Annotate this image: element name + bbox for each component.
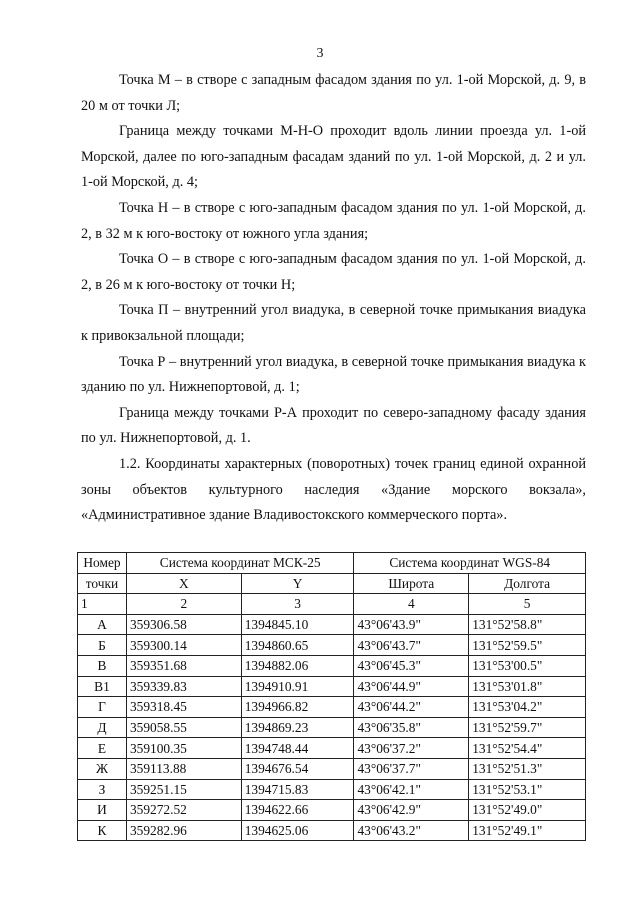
y-cell: 1394882.06 bbox=[241, 655, 354, 676]
table-row bbox=[78, 655, 586, 676]
page-number: 3 bbox=[316, 46, 324, 61]
latitude-cell: 43°06'37.7" bbox=[354, 758, 469, 779]
paragraph-point-o: Точка О – в створе с юго-западным фасадом здания по ул. 1-ой Морской, д. 2, в 26 м к юго-востоку от точки Н; bbox=[81, 251, 586, 293]
latitude-cell: 43°06'35.8" bbox=[354, 717, 469, 738]
latitude-cell: 43°06'43.2" bbox=[354, 820, 469, 841]
header-y: Y bbox=[241, 573, 354, 594]
point-cell: А bbox=[78, 614, 127, 635]
longitude-cell: 131°52'49.1" bbox=[469, 820, 586, 841]
table-row bbox=[78, 738, 586, 759]
header-latitude: Широта bbox=[354, 573, 469, 594]
table-row bbox=[78, 779, 586, 800]
x-cell: 359282.96 bbox=[126, 820, 241, 841]
point-cell: З bbox=[78, 779, 127, 800]
x-cell: 359113.88 bbox=[126, 758, 241, 779]
longitude-cell: 131°53'00.5" bbox=[469, 655, 586, 676]
header-point: точки bbox=[78, 573, 127, 594]
latitude-cell: 43°06'44.2" bbox=[354, 697, 469, 718]
latitude-cell: 43°06'43.9" bbox=[354, 614, 469, 635]
y-cell: 1394910.91 bbox=[241, 676, 354, 697]
table-row bbox=[78, 820, 586, 841]
y-cell: 1394860.65 bbox=[241, 635, 354, 656]
longitude-cell: 131°52'54.4" bbox=[469, 738, 586, 759]
x-cell: 359351.68 bbox=[126, 655, 241, 676]
index-cell: 4 bbox=[354, 594, 469, 615]
point-cell: В1 bbox=[78, 676, 127, 697]
table-index-row bbox=[78, 594, 586, 615]
x-cell: 359318.45 bbox=[126, 697, 241, 718]
y-cell: 1394676.54 bbox=[241, 758, 354, 779]
table-row bbox=[78, 676, 586, 697]
y-cell: 1394715.83 bbox=[241, 779, 354, 800]
longitude-cell: 131°52'59.7" bbox=[469, 717, 586, 738]
y-cell: 1394845.10 bbox=[241, 614, 354, 635]
index-cell: 3 bbox=[241, 594, 354, 615]
y-cell: 1394869.23 bbox=[241, 717, 354, 738]
x-cell: 359306.58 bbox=[126, 614, 241, 635]
header-msk25: Система координат МСК-25 bbox=[126, 553, 354, 574]
point-cell: Б bbox=[78, 635, 127, 656]
table-row bbox=[78, 635, 586, 656]
document-body bbox=[81, 68, 586, 529]
table-subheader-row bbox=[78, 573, 586, 594]
latitude-cell: 43°06'42.9" bbox=[354, 800, 469, 821]
y-cell: 1394622.66 bbox=[241, 800, 354, 821]
x-cell: 359272.52 bbox=[126, 800, 241, 821]
point-cell: Д bbox=[78, 717, 127, 738]
longitude-cell: 131°52'58.8" bbox=[469, 614, 586, 635]
paragraph-point-m: Точка М – в створе с западным фасадом здания по ул. 1-ой Морской, д. 9, в 20 м от точки Л; bbox=[81, 72, 586, 114]
point-cell: И bbox=[78, 800, 127, 821]
longitude-cell: 131°53'01.8" bbox=[469, 676, 586, 697]
paragraph-point-p: Точка П – внутренний угол виадука, в северной точке примыкания виадука к привокзальной площади; bbox=[81, 302, 586, 344]
paragraph-boundary-r-a: Граница между точками Р-А проходит по северо-западному фасаду здания по ул. Нижнепортовой, д. 1. bbox=[81, 404, 586, 447]
index-cell: 1 bbox=[78, 594, 127, 615]
coordinates-table bbox=[77, 552, 586, 841]
table-header-row bbox=[78, 553, 586, 574]
paragraph-point-r: Точка Р – внутренний угол виадука, в северной точке примыкания виадука к зданию по ул. Нижнепортовой, д. 1; bbox=[81, 353, 586, 396]
latitude-cell: 43°06'45.3" bbox=[354, 655, 469, 676]
index-cell: 5 bbox=[469, 594, 586, 615]
paragraph-boundary-m-n-o: Граница между точками М-Н-О проходит вдоль линии проезда ул. 1-ой Морской, далее по юго-западным фасадам зданий по ул. 1-ой Морской, д. 2 и ул. 1-ой Морской, д. 4; bbox=[81, 123, 586, 191]
longitude-cell: 131°53'04.2" bbox=[469, 697, 586, 718]
header-longitude: Долгота bbox=[469, 573, 586, 594]
table-row bbox=[78, 697, 586, 718]
header-point-number: Номер bbox=[78, 553, 127, 574]
header-wgs84: Система координат WGS-84 bbox=[354, 553, 586, 574]
point-cell: Е bbox=[78, 738, 127, 759]
x-cell: 359251.15 bbox=[126, 779, 241, 800]
index-cell: 2 bbox=[126, 594, 241, 615]
table-row bbox=[78, 758, 586, 779]
longitude-cell: 131°52'59.5" bbox=[469, 635, 586, 656]
latitude-cell: 43°06'42.1" bbox=[354, 779, 469, 800]
point-cell: В bbox=[78, 655, 127, 676]
x-cell: 359058.55 bbox=[126, 717, 241, 738]
y-cell: 1394625.06 bbox=[241, 820, 354, 841]
x-cell: 359100.35 bbox=[126, 738, 241, 759]
longitude-cell: 131°52'49.0" bbox=[469, 800, 586, 821]
point-cell: Г bbox=[78, 697, 127, 718]
point-cell: Ж bbox=[78, 758, 127, 779]
longitude-cell: 131°52'53.1" bbox=[469, 779, 586, 800]
point-cell: К bbox=[78, 820, 127, 841]
latitude-cell: 43°06'44.9" bbox=[354, 676, 469, 697]
header-x: X bbox=[126, 573, 241, 594]
paragraph-point-n: Точка Н – в створе с юго-западным фасадом здания по ул. 1-ой Морской, д. 2, в 32 м к юго-востоку от южного угла здания; bbox=[81, 199, 586, 242]
x-cell: 359339.83 bbox=[126, 676, 241, 697]
latitude-cell: 43°06'43.7" bbox=[354, 635, 469, 656]
y-cell: 1394966.82 bbox=[241, 697, 354, 718]
table-row bbox=[78, 717, 586, 738]
paragraph-section-1-2: 1.2. Координаты характерных (поворотных) точек границ единой охранной зоны объектов культурного наследия «Здание морского вокзала», «Административное здание Владивостокского коммерческого порта». bbox=[81, 455, 586, 524]
table-row bbox=[78, 614, 586, 635]
table-row bbox=[78, 800, 586, 821]
y-cell: 1394748.44 bbox=[241, 738, 354, 759]
latitude-cell: 43°06'37.2" bbox=[354, 738, 469, 759]
longitude-cell: 131°52'51.3" bbox=[469, 758, 586, 779]
x-cell: 359300.14 bbox=[126, 635, 241, 656]
